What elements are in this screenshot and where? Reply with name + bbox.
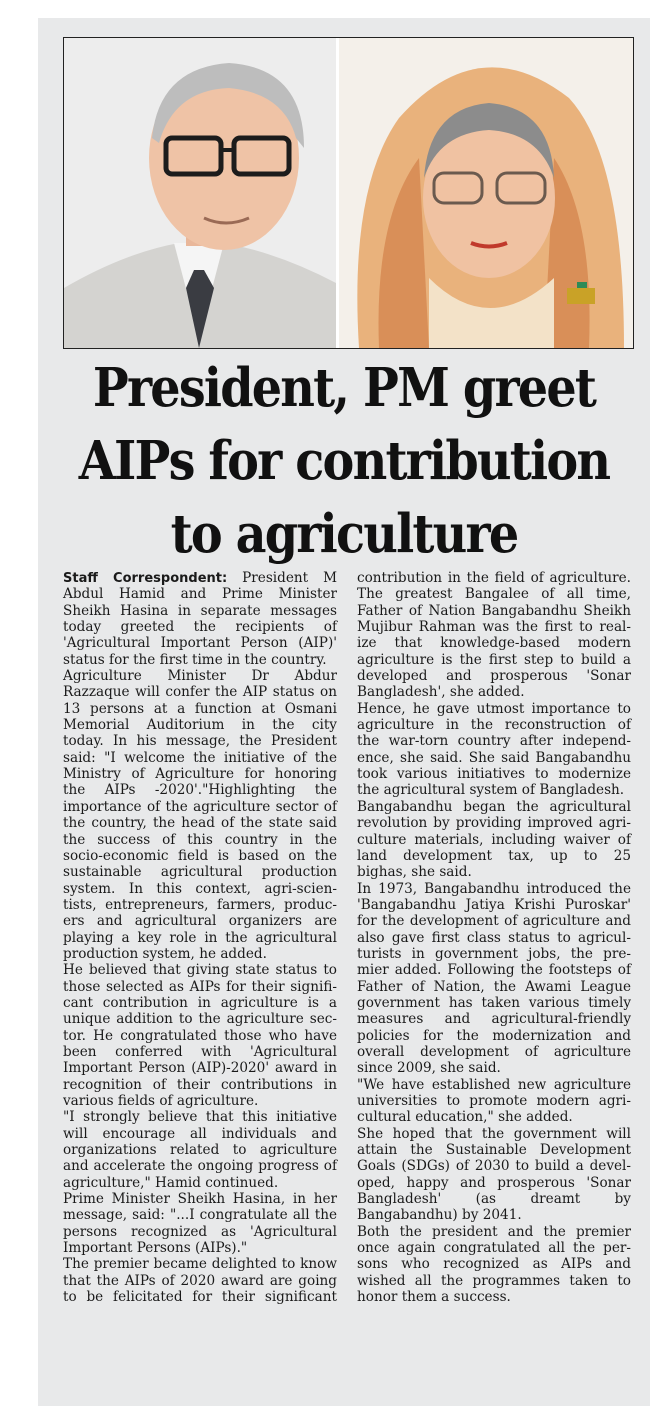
article-text-line — [63, 1191, 337, 1207]
article-text-line — [357, 1109, 631, 1125]
headline-line: to agriculture — [170, 503, 518, 565]
article-text-line — [357, 1240, 631, 1256]
article-text-line — [63, 1077, 337, 1093]
article-text: oped, happy and prosperous 'Sonar — [357, 1174, 631, 1191]
article-text: Goals (SDGs) of 2030 to build a devel- — [357, 1158, 631, 1175]
article-text: "I strongly believe that this initiative — [63, 1109, 337, 1126]
article-text: Important Person (AIP)-2020' award in — [63, 1060, 337, 1077]
article-text-line — [357, 881, 631, 897]
article-text: message, said: "...I congratulate all the — [63, 1207, 337, 1224]
article-text-line — [63, 603, 337, 619]
article-text: Both the president and the premier — [357, 1223, 631, 1240]
article-text-line — [357, 1126, 631, 1142]
article-text: today. In his message, the President — [63, 733, 337, 750]
article-text-line — [357, 1289, 631, 1305]
article-text-line — [357, 815, 631, 831]
article-text: mier added. Following the footsteps of — [357, 962, 631, 979]
article-text-line — [63, 897, 337, 913]
article-text: turists in government jobs, the pre- — [357, 945, 631, 962]
article-text: to be felicitated for their significant — [63, 1289, 337, 1306]
article-text-line — [357, 733, 631, 749]
headline-line: President, PM greet — [92, 357, 596, 419]
article-text-line — [63, 815, 337, 831]
article-text-line — [357, 962, 631, 978]
article-text: agriculture is the first step to build a — [357, 651, 631, 668]
article-text-line — [63, 733, 337, 749]
article-text-line — [357, 832, 631, 848]
article-text: that the AIPs of 2020 award are going — [63, 1272, 337, 1289]
article-text-line — [357, 1158, 631, 1174]
byline: Staff Correspondent: — [63, 571, 228, 586]
article-text-line — [357, 701, 631, 717]
article-text: status for the first time in the country. — [63, 651, 327, 668]
article-text: those selected as AIPs for their signifi- — [63, 978, 337, 995]
article-text-line — [63, 1289, 337, 1305]
article-text-line — [63, 684, 337, 700]
article-text: revolution by providing improved agri- — [357, 815, 631, 832]
article-text-line — [357, 1207, 631, 1223]
article-text: government has taken various timely — [357, 994, 631, 1011]
article-text-line — [63, 766, 337, 782]
article-text: wished all the programmes taken to — [357, 1272, 631, 1289]
article-text-line — [63, 586, 337, 602]
article-text-line — [357, 766, 631, 782]
article-text: developed and prosperous 'Sonar — [357, 668, 631, 685]
article-text: President M — [227, 570, 337, 586]
article-column-left — [63, 570, 337, 1305]
article-text-line — [357, 668, 631, 684]
article-text-line — [63, 881, 337, 897]
article-text-line — [63, 570, 337, 586]
article-text-line — [357, 930, 631, 946]
article-text-line — [357, 570, 631, 586]
president-photo — [64, 38, 336, 348]
article-text: 'Agricultural Important Person (AIP)' — [63, 635, 337, 652]
article-text: sons who recognized as AIPs and — [357, 1256, 631, 1273]
president-portrait-icon — [64, 38, 336, 348]
article-text-line — [63, 1060, 337, 1076]
article-text: Memorial Auditorium in the city — [63, 717, 337, 734]
article-text-line — [357, 586, 631, 602]
article-text: "We have established new agriculture — [357, 1076, 631, 1093]
article-text: tists, entrepreneurs, farmers, produc- — [63, 896, 337, 913]
article-text-line — [357, 1256, 631, 1272]
article-text: cultural education," she added. — [357, 1109, 573, 1126]
article-text: 'Bangabandhu Jatiya Krishi Puroskar' — [357, 896, 631, 913]
article-text: the success of this country in the — [63, 831, 337, 848]
article-text-line — [357, 1191, 631, 1207]
article-column-right — [357, 570, 631, 1305]
article-text-line — [357, 1224, 631, 1240]
article-text: various fields of agriculture. — [63, 1093, 259, 1109]
article-text-line — [63, 1224, 337, 1240]
article-text-line — [357, 897, 631, 913]
article-text-line — [357, 864, 631, 880]
article-text: Bangabandhu) by 2041. — [357, 1207, 522, 1224]
article-text-line — [63, 1044, 337, 1060]
article-text-line — [357, 750, 631, 766]
article-text: playing a key role in the agricultural — [63, 929, 337, 946]
prime-minister-portrait-icon — [339, 38, 633, 348]
article-text: universities to promote modern agri- — [357, 1093, 631, 1109]
article-text-line — [357, 848, 631, 864]
article-text-line — [63, 1126, 337, 1142]
article-text: said: "I welcome the initiative of the — [63, 749, 337, 766]
article-text-line — [357, 995, 631, 1011]
article-text: Ministry of Agriculture for honoring — [63, 766, 337, 783]
article-text-line — [63, 750, 337, 766]
article-text-line — [357, 684, 631, 700]
article-text: Hence, he gave utmost importance to — [357, 700, 631, 717]
article-text: Razzaque will confer the AIP status on — [63, 684, 337, 701]
article-text: production system, he added. — [63, 945, 267, 962]
article-text: In 1973, Bangabandhu introduced the — [357, 880, 631, 897]
article-text: Sheikh Hasina in separate messages — [63, 602, 337, 619]
article-text: importance of the agriculture sector of — [63, 798, 337, 815]
article-text: ence, she said. She said Bangabandhu — [357, 749, 631, 766]
article-text-line — [357, 782, 631, 798]
article-text-line — [63, 979, 337, 995]
article-text-line — [357, 1273, 631, 1289]
article-text: unique addition to the agriculture sec- — [63, 1011, 337, 1028]
article-text: sustainable agricultural production — [63, 864, 337, 881]
article-text-line — [63, 995, 337, 1011]
article-text-line — [63, 832, 337, 848]
article-text-line — [357, 603, 631, 619]
article-text: will encourage all individuals and — [63, 1125, 337, 1142]
headline — [70, 352, 617, 571]
article-text-line — [63, 913, 337, 929]
article-text: Father of Nation Bangabandhu Sheikh — [357, 602, 631, 619]
article-text-line — [63, 1011, 337, 1027]
article-text: policies for the modernization and — [357, 1027, 631, 1044]
article-text-line — [63, 1207, 337, 1223]
article-text: honor them a success. — [357, 1289, 511, 1306]
article-text: The premier became delighted to know — [63, 1256, 337, 1273]
article-text: persons recognized as 'Agricultural — [63, 1223, 337, 1240]
article-text: for the development of agriculture and — [357, 913, 631, 930]
article-text: contribution in the field of agriculture. — [357, 570, 631, 586]
article-text-line — [63, 1240, 337, 1256]
article-text-line — [357, 1093, 631, 1109]
article-text: He believed that giving state status to — [63, 962, 337, 979]
article-text: also gave first class status to agricul- — [357, 929, 631, 946]
article-text-line — [63, 864, 337, 880]
article-text-line — [357, 635, 631, 651]
article-text-line — [357, 652, 631, 668]
article-text-line — [357, 1060, 631, 1076]
article-text-line — [357, 979, 631, 995]
article-text: Important Persons (AIPs)." — [63, 1240, 248, 1257]
article-text-line — [63, 619, 337, 635]
article-text: cant contribution in agriculture is a — [63, 994, 337, 1011]
article-text-line — [63, 717, 337, 733]
article-text: recognition of their contributions in — [63, 1076, 337, 1093]
article-text-line — [63, 1093, 337, 1109]
article-text-line — [63, 1028, 337, 1044]
article-text-line — [63, 782, 337, 798]
article-text: and accelerate the ongoing progress of — [63, 1158, 337, 1175]
article-text: once again congratulated all the per- — [357, 1240, 631, 1257]
article-text: agriculture," Hamid continued. — [63, 1174, 279, 1191]
article-text-line — [63, 1142, 337, 1158]
article-text: Bangladesh', she added. — [357, 684, 525, 701]
article-text-line — [357, 619, 631, 635]
article-text: ize that knowledge-based modern — [357, 635, 631, 652]
article-text: The greatest Bangalee of all time, — [357, 586, 631, 603]
article-text: Prime Minister Sheikh Hasina, in her — [63, 1191, 337, 1208]
article-text-line — [63, 848, 337, 864]
article-text-line — [357, 1011, 631, 1027]
article-text: took various initiatives to modernize — [357, 766, 631, 783]
article-text-line — [357, 1142, 631, 1158]
article-text: bighas, she said. — [357, 864, 472, 881]
article-text-line — [63, 1109, 337, 1125]
article-text: culture materials, including waiver of — [357, 831, 631, 848]
article-text-line — [63, 652, 337, 668]
article-text: been conferred with 'Agricultural — [63, 1043, 337, 1060]
photo-panel — [63, 37, 634, 349]
article-text-line — [357, 946, 631, 962]
article-text-line — [63, 946, 337, 962]
article-text-line — [63, 701, 337, 717]
article-text: since 2009, she said. — [357, 1060, 501, 1077]
article-text: overall development of agriculture — [357, 1043, 631, 1060]
article-text-line — [357, 1028, 631, 1044]
article-text-line — [63, 962, 337, 978]
article-text: the country, the head of the state said — [63, 815, 337, 832]
article-text-line — [63, 635, 337, 651]
article-text: Bangladesh' (as dreamt by — [357, 1191, 631, 1208]
article-text: Father of Nation, the Awami League — [357, 978, 631, 995]
article-text: the agricultural system of Bangladesh. — [357, 782, 625, 799]
article-text: 13 persons at a function at Osmani — [63, 700, 337, 717]
article-text: the war-torn country after independ- — [357, 733, 631, 750]
article-text: ers and agricultural organizers are — [63, 913, 337, 930]
article-text: organizations related to agriculture — [63, 1142, 337, 1159]
article-text: Mujibur Rahman was the first to real- — [357, 619, 631, 636]
article-text-line — [63, 799, 337, 815]
article-text: system. In this context, agri-scien- — [63, 880, 337, 897]
article-text-line — [63, 1158, 337, 1174]
article-text-line — [63, 1175, 337, 1191]
article-text: tor. He congratulated those who have — [63, 1027, 337, 1044]
article-text-line — [63, 1256, 337, 1272]
article-text: socio-economic field is based on the — [63, 847, 337, 864]
article-text: attain the Sustainable Development — [357, 1142, 631, 1159]
article-text: agriculture in the reconstruction of — [357, 717, 631, 734]
article-text: She hoped that the government will — [357, 1125, 631, 1142]
headline-line: AIPs for contribution — [78, 430, 610, 492]
article-text-line — [63, 1273, 337, 1289]
article-text: measures and agricultural-friendly — [357, 1011, 631, 1028]
article-text: Abdul Hamid and Prime Minister — [63, 586, 337, 603]
article-text-line — [357, 913, 631, 929]
article-text: today greeted the recipients of — [63, 619, 337, 636]
article-text-line — [357, 717, 631, 733]
article-text: Agriculture Minister Dr Abdur — [63, 668, 337, 685]
article-text: Bangabandhu began the agricultural — [357, 798, 631, 815]
article-text-line — [357, 1175, 631, 1191]
article-text: the AIPs -2020'."Highlighting the — [63, 782, 337, 799]
article-text-line — [63, 930, 337, 946]
article-text-line — [357, 1044, 631, 1060]
article-text-line — [357, 1077, 631, 1093]
article-text-line — [63, 668, 337, 684]
prime-minister-photo — [339, 38, 633, 348]
article-text-line — [357, 799, 631, 815]
article-text: land development tax, up to 25 — [357, 847, 631, 864]
